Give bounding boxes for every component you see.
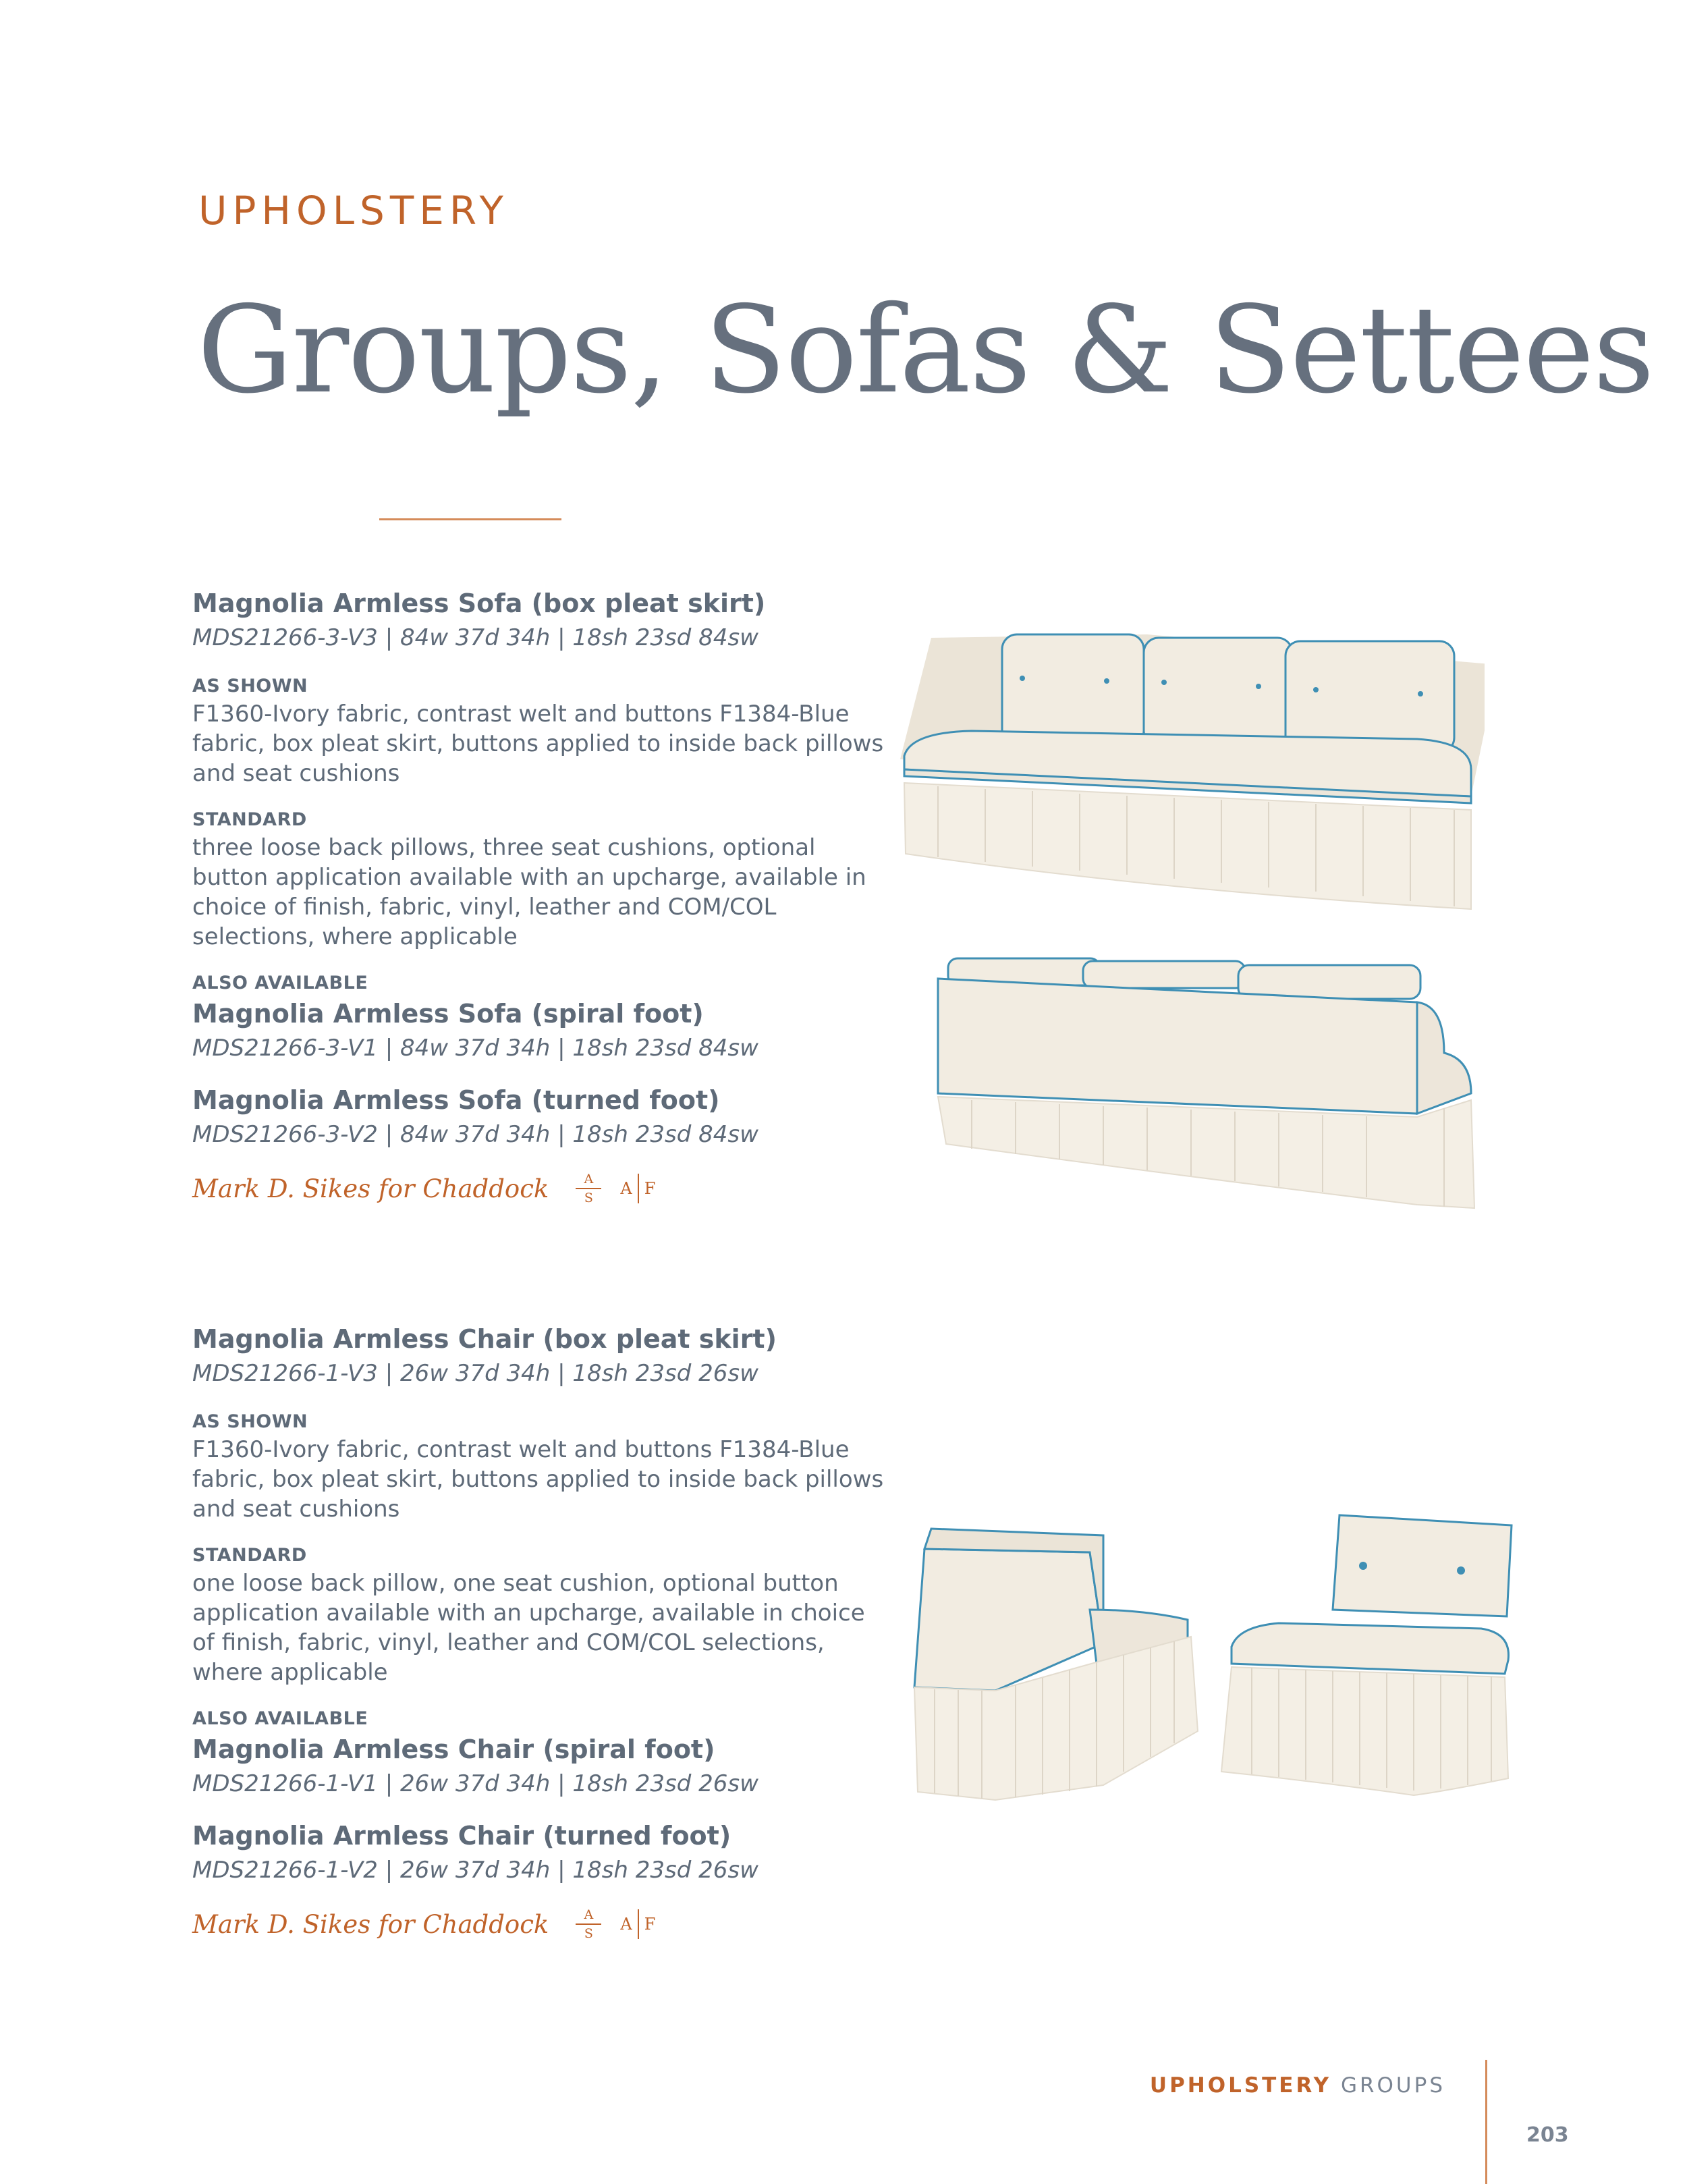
brand-monogram	[576, 1907, 655, 1941]
section-tag: UPHOLSTERY	[198, 188, 509, 234]
as-shown-label: AS SHOWN	[192, 676, 308, 697]
alternate-title: Magnolia Armless Sofa (turned foot)	[192, 1085, 720, 1115]
alternate-code: MDS21266-3-V2 | 84w 37d 34h | 18sh 23sd 84sw	[192, 1121, 758, 1148]
monogram-left: A	[620, 1179, 632, 1198]
standard-text: one loose back pillow, one seat cushion, optional button application available with an upcharge, available in choice of finish, fabric, vinyl, leather and COM/COL selections, where applicable	[192, 1570, 865, 1686]
product-title: Magnolia Armless Sofa (box pleat skirt)	[192, 589, 766, 618]
brand-name: Mark D. Sikes for Chaddock	[192, 1174, 549, 1203]
brand-name: Mark D. Sikes for Chaddock	[192, 1909, 549, 1939]
monogram-top: A	[584, 1172, 594, 1186]
product-title: Magnolia Armless Chair (box pleat skirt)	[192, 1324, 777, 1354]
standard-text: three loose back pillows, three seat cushions, optional button application available with an upcharge, available in choice of finish, fabric, vinyl, leather and COM/COL selections, where applicable	[192, 834, 866, 950]
product-code: MDS21266-3-V3 | 84w 37d 34h | 18sh 23sd 84sw	[192, 624, 758, 651]
also-available-label: ALSO AVAILABLE	[192, 973, 368, 993]
alternate-code: MDS21266-1-V1 | 26w 37d 34h | 18sh 23sd 26sw	[192, 1770, 758, 1797]
product-sofa	[192, 586, 894, 1205]
chair-pair-image	[901, 1508, 1522, 1805]
standard-label: STANDARD	[192, 809, 307, 830]
brand-monogram	[576, 1172, 655, 1205]
footer-section-label	[1150, 2073, 1445, 2098]
sofa-front-image	[891, 624, 1485, 914]
monogram-left: A	[620, 1915, 632, 1934]
monogram-right: F	[644, 1179, 656, 1198]
brand-row	[192, 1172, 894, 1205]
page-title: Groups, Sofas & Settees	[197, 280, 1653, 420]
as-shown-text: F1360-Ivory fabric, contrast welt and buttons F1384-Blue fabric, box pleat skirt, buttons applied to inside back pillows and seat cushions	[192, 1436, 884, 1523]
alternate-code: MDS21266-3-V1 | 84w 37d 34h | 18sh 23sd 84sw	[192, 1035, 758, 1062]
alternate-title: Magnolia Armless Chair (spiral foot)	[192, 1735, 715, 1764]
alternate-code: MDS21266-1-V2 | 26w 37d 34h | 18sh 23sd 26sw	[192, 1857, 758, 1884]
footer-divider	[1485, 2060, 1487, 2184]
standard-label: STANDARD	[192, 1545, 307, 1566]
monogram-right: F	[644, 1915, 656, 1934]
footer-subsection: GROUPS	[1340, 2073, 1445, 2098]
monogram-bottom: S	[584, 1191, 593, 1205]
also-available-label: ALSO AVAILABLE	[192, 1708, 368, 1729]
as-shown-text: F1360-Ivory fabric, contrast welt and buttons F1384-Blue fabric, box pleat skirt, buttons applied to inside back pillows and seat cushions	[192, 701, 884, 787]
sofa-back-image	[931, 952, 1485, 1215]
product-chair	[192, 1321, 894, 1941]
monogram-bottom: S	[584, 1926, 593, 1941]
product-code: MDS21266-1-V3 | 26w 37d 34h | 18sh 23sd 26sw	[192, 1360, 758, 1387]
title-divider	[379, 518, 561, 520]
alternate-title: Magnolia Armless Chair (turned foot)	[192, 1821, 731, 1851]
as-shown-label: AS SHOWN	[192, 1411, 308, 1432]
alternate-title: Magnolia Armless Sofa (spiral foot)	[192, 999, 704, 1029]
page-number: 203	[1526, 2123, 1569, 2147]
monogram-top: A	[584, 1907, 594, 1922]
footer-section: UPHOLSTERY	[1149, 2073, 1332, 2098]
brand-row	[192, 1907, 894, 1941]
